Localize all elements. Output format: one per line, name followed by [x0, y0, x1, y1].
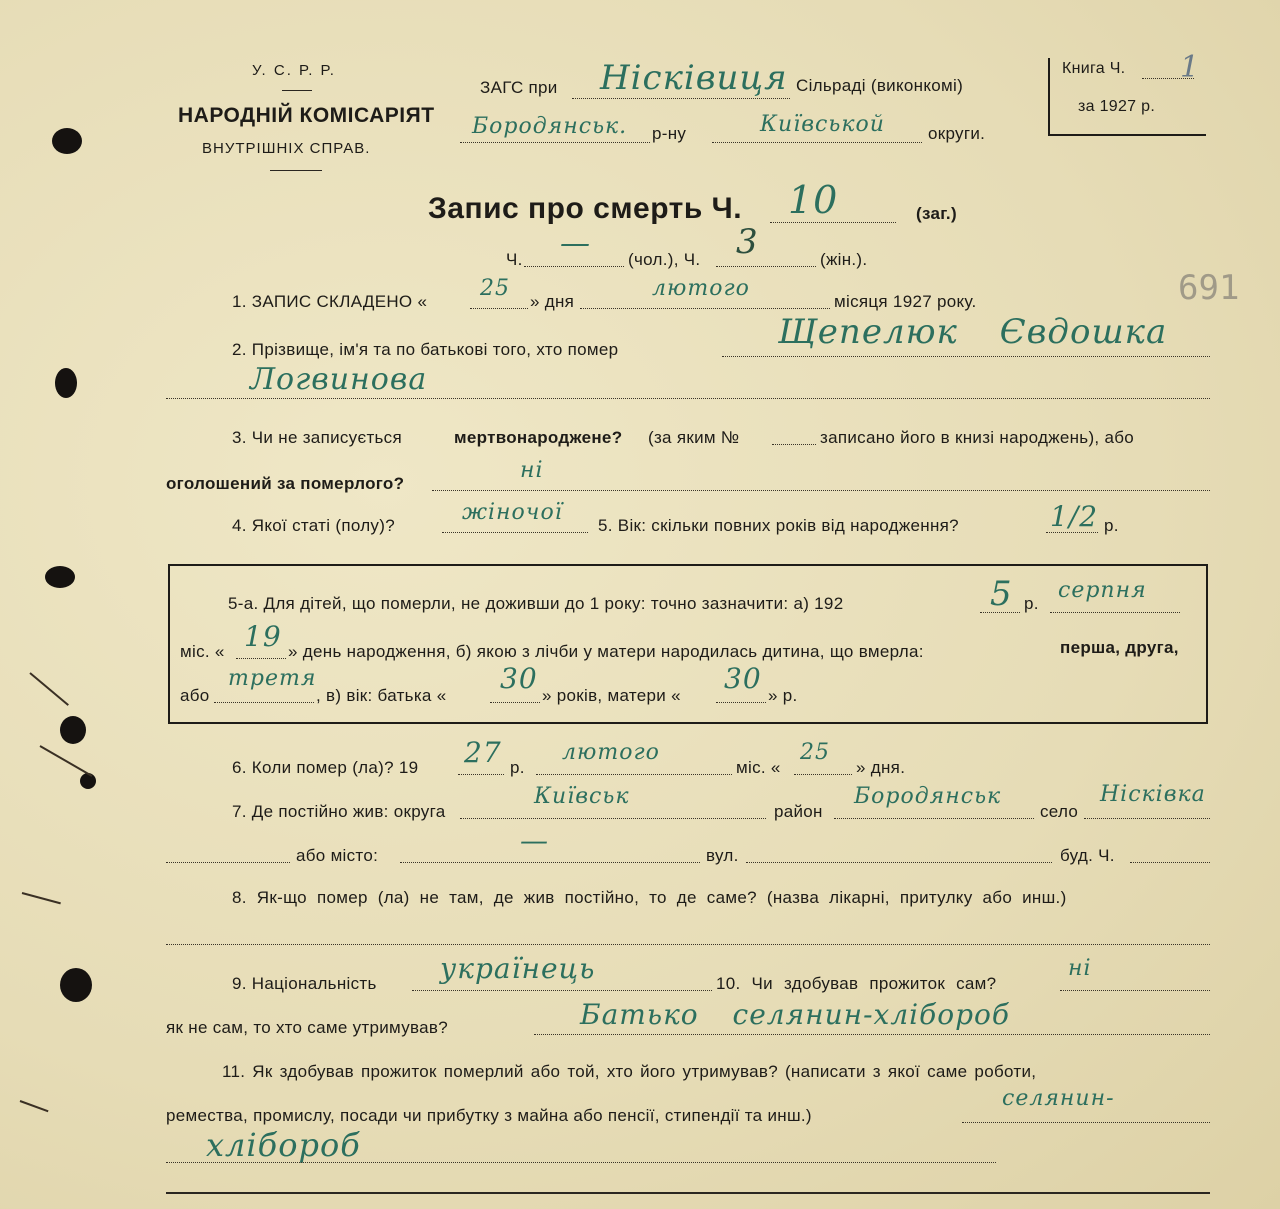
underline [412, 990, 712, 991]
f10-value: ні [1068, 956, 1092, 981]
f6-year: 27 [464, 736, 502, 769]
underline [980, 612, 1020, 613]
bottom-rule [166, 1192, 1210, 1194]
male-value: — [560, 226, 591, 261]
f9-value: українець [440, 952, 596, 985]
f6-month: лютого [562, 740, 660, 765]
book-box-left [1048, 58, 1050, 136]
f7-street-label: вул. [706, 846, 739, 865]
f3-d: записано його в книзі народжень), або [820, 428, 1135, 447]
underline [794, 774, 852, 775]
f7-city: — [520, 824, 549, 857]
corner-number: 691 [1178, 268, 1240, 308]
f6-day: 25 [800, 740, 830, 765]
f6-mid: р. [510, 758, 525, 777]
f7-rayon-label: район [774, 802, 823, 821]
f1-label: 1. ЗАПИС СКЛАДЕНО « [232, 292, 428, 311]
underline [772, 444, 816, 445]
male-label: Ч. [506, 250, 523, 269]
underline [524, 266, 624, 267]
f5a-4: » день народження, б) якою з лічби у матери народилась дитина, що вмерла: [288, 642, 924, 661]
book-number: 1 [1180, 50, 1201, 85]
f5a-9: » р. [768, 686, 798, 705]
underline [712, 142, 922, 143]
record-number: 10 [788, 178, 839, 222]
underline [166, 1162, 996, 1163]
underline [770, 222, 896, 223]
f2-name: Щепелюк Євдошка [778, 312, 1168, 352]
paper-crack [22, 892, 61, 904]
f10-b: як не сам, то хто саме утримував? [166, 1018, 448, 1037]
f5a-2: р. [1024, 594, 1039, 613]
f2-label: 2. Прізвище, ім'я та по батькові того, хто помер [232, 340, 619, 359]
underline [460, 142, 650, 143]
underline [1046, 532, 1098, 533]
f5a-order: третя [228, 666, 317, 691]
f1-suffix: місяця 1927 року. [834, 292, 977, 311]
f3-e: оголошений за померлого? [166, 474, 405, 493]
underline [166, 862, 290, 863]
f4-value: жіночої [462, 500, 563, 525]
underline [716, 702, 766, 703]
f4-label: 4. Якої статі (полу)? [232, 516, 395, 535]
underline [722, 356, 1210, 357]
underline [166, 398, 1210, 399]
underline [214, 702, 314, 703]
district-value: Бородянськ. [472, 114, 628, 139]
f5a-day: 19 [244, 620, 282, 653]
male-suffix: (чол.), Ч. [628, 250, 701, 269]
f1-day: 25 [480, 276, 510, 301]
f3-value: ні [520, 458, 544, 483]
ussr-label: У. С. Р. Р. [252, 62, 336, 79]
underline [166, 944, 1210, 945]
f5-label: 5. Вік: скільки повних років від народження? [598, 516, 959, 535]
f11-value: селянин- [1002, 1086, 1115, 1111]
f9-label: 9. Національність [232, 974, 377, 993]
underline [536, 774, 732, 775]
underline [490, 702, 540, 703]
underline [432, 490, 1210, 491]
zags-village: Ніскiвиця [600, 58, 788, 98]
f11-b: ремества, промислу, посади чи прибутку з майна або пенсії, стипендії та инш.) [166, 1106, 812, 1125]
paper-crack [40, 745, 93, 777]
f11-a: 11. Як здобував прожиток померлий або той, хто його утримував? (написати з якої саме роботи, [222, 1062, 1037, 1081]
f5a-mother: 30 [724, 662, 762, 695]
f5a-3: міс. « [180, 642, 225, 661]
f11-value2: хлібороб [206, 1126, 361, 1164]
f1-month: лютого [652, 276, 750, 301]
underline [572, 98, 790, 99]
book-label: Книга Ч. [1062, 60, 1126, 77]
f5a-5: перша, друга, [1060, 638, 1179, 657]
underline [458, 774, 504, 775]
paper-hole [45, 566, 75, 588]
f7-bud-label: буд. Ч. [1060, 846, 1115, 865]
f8-label: 8. Як-що помер (ла) не там, де жив постійно, то де саме? (назва лікарні, притулку або инш.) [232, 888, 1067, 907]
f5a-father: 30 [500, 662, 538, 695]
f6-label: 6. Коли помер (ла)? 19 [232, 758, 419, 777]
f5-value: 1/2 [1050, 500, 1099, 533]
f5a-month: серпня [1058, 578, 1147, 603]
f6-suffix: » дня. [856, 758, 906, 777]
f7-rayon: Бородянськ [854, 784, 1002, 809]
underline [834, 818, 1034, 819]
underline [580, 308, 830, 309]
divider [282, 90, 312, 91]
underline [236, 658, 286, 659]
paper-crack [29, 672, 69, 706]
f7-selo-label: село [1040, 802, 1079, 821]
f5a-7: , в) вік: батька « [316, 686, 447, 705]
okrug-value: Київськой [760, 112, 885, 137]
book-box-bottom [1048, 134, 1206, 136]
okrug-suffix: округи. [928, 124, 986, 143]
f2-patronymic: Логвинова [250, 362, 428, 397]
divider [270, 170, 322, 171]
f5a-8: » років, матери « [542, 686, 681, 705]
f1-mid: » дня [530, 292, 575, 311]
female-value: 3 [736, 222, 759, 262]
underline [534, 1034, 1210, 1035]
underline [1050, 612, 1180, 613]
underline [1130, 862, 1210, 863]
paper-hole [52, 128, 82, 154]
f7-city-label: або місто: [296, 846, 379, 865]
underline [1060, 990, 1210, 991]
ministry-title: НАРОДНІЙ КОМІСАРІЯТ [178, 104, 435, 127]
f3-c: (за яким № [648, 428, 740, 447]
f7-selo: Ніскiвка [1100, 782, 1206, 807]
underline [962, 1122, 1210, 1123]
f3-a: 3. Чи не записується [232, 428, 402, 447]
title-suffix: (заг.) [916, 204, 957, 223]
f7-label: 7. Де постійно жив: округа [232, 802, 446, 821]
underline [746, 862, 1052, 863]
underline [442, 532, 588, 533]
council-label: Сільраді (виконкомі) [796, 76, 964, 95]
paper-hole [60, 968, 92, 1002]
f10-value2: Батько селянин-хлібороб [580, 998, 1010, 1031]
zags-prefix: ЗАГС при [480, 78, 558, 97]
book-year: за 1927 р. [1078, 98, 1156, 115]
page-title: Запис про смерть Ч. [428, 192, 743, 225]
underline [470, 308, 528, 309]
f6-mid2: міс. « [736, 758, 781, 777]
paper-hole [55, 368, 77, 398]
f5a-6: або [180, 686, 210, 705]
f10-label: 10. Чи здобував прожиток сам? [716, 974, 997, 993]
f3-b: мертвонароджене? [454, 428, 623, 447]
f5a-1: 5-а. Для дітей, що померли, не доживши до 1 року: точно зазначити: а) 192 [228, 594, 844, 613]
underline [400, 862, 700, 863]
female-suffix: (жін.). [820, 250, 868, 269]
paper-hole [60, 716, 86, 744]
underline [716, 266, 816, 267]
ministry-subtitle: ВНУТРІШНІХ СПРАВ. [202, 140, 371, 157]
district-suffix: р-ну [652, 124, 687, 143]
f5a-year: 5 [990, 574, 1013, 614]
f5-suffix: р. [1104, 516, 1119, 535]
underline [1084, 818, 1210, 819]
underline [460, 818, 766, 819]
f7-okrug: Київськ [534, 784, 630, 809]
paper-crack [20, 1100, 49, 1112]
